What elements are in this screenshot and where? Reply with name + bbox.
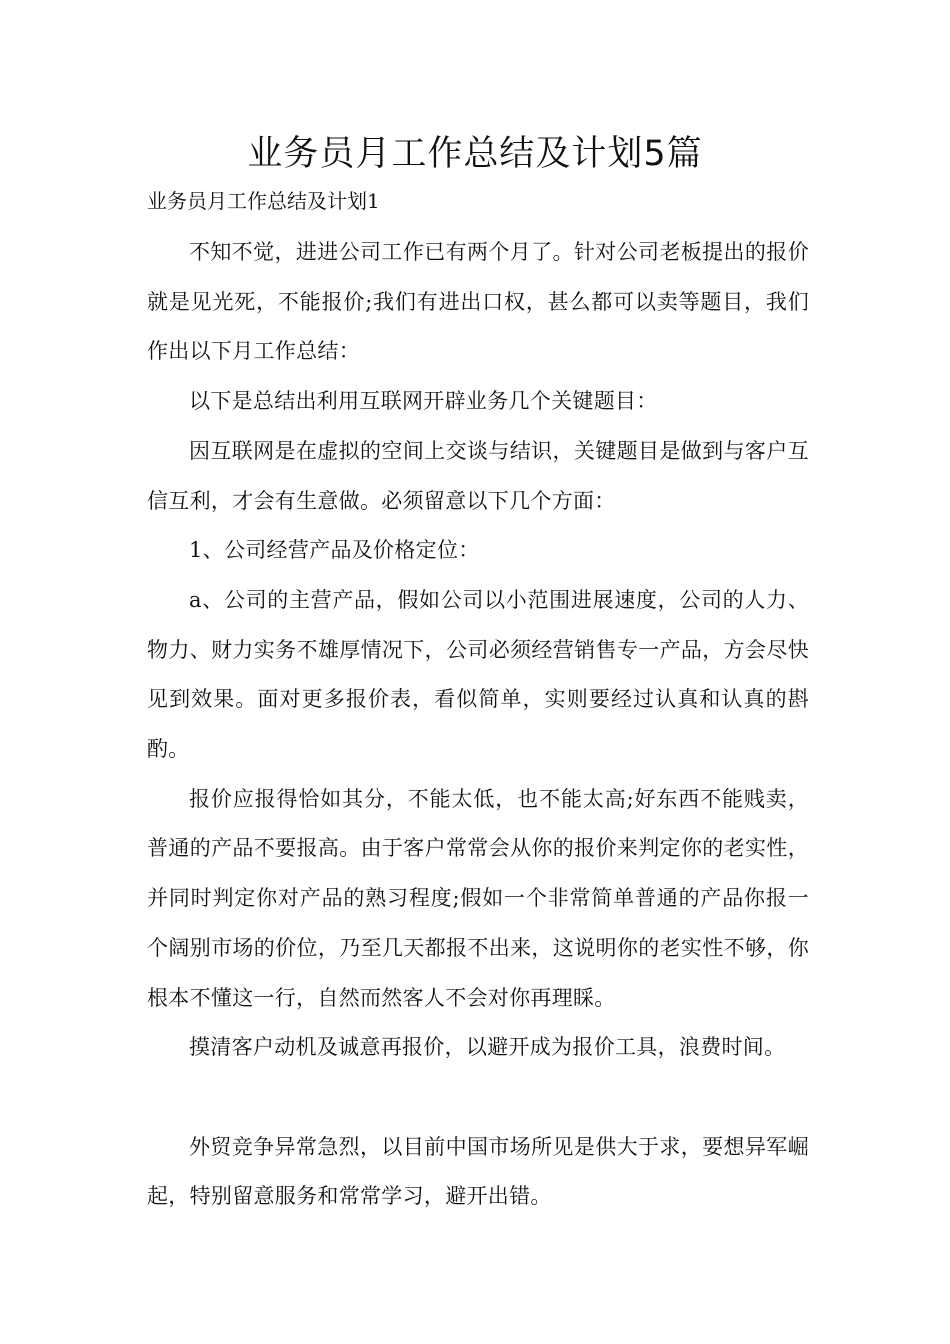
document-body: [147, 228, 809, 1222]
paragraph-section-1: 1、公司经营产品及价格定位：: [189, 538, 480, 563]
paragraph-main-product: a、公司的主营产品，假如公司以小范围进展速度，公司的人力、物力、财力实务不雄厚情况下，公司必须经营销售专一产品，方会尽快见到效果。面对更多报价表，看似简单，实则要经过认真和认真的斟酌。: [147, 587, 809, 762]
paragraph-trust: 因互联网是在虚拟的空间上交谈与结识，关键题目是做到与客户互信互利，才会有生意做。必须留意以下几个方面：: [147, 438, 809, 513]
document-title: 业务员月工作总结及计划5篇: [247, 134, 703, 174]
document-subtitle: 业务员月工作总结及计划1: [147, 189, 380, 213]
paragraph-gap: [147, 1073, 809, 1123]
paragraph-competition: 外贸竞争异常急烈，以目前中国市场所见是供大于求，要想异军崛起，特别留意服务和常常学习，避开出错。: [147, 1134, 809, 1209]
paragraph-client-motive: 摸清客户动机及诚意再报价，以避开成为报价工具，浪费时间。: [189, 1035, 786, 1060]
paragraph-summary-lead: 以下是总结出利用互联网开辟业务几个关键题目：: [189, 389, 658, 414]
paragraph-intro: 不知不觉，进进公司工作已有两个月了。针对公司老板提出的报价就是见光死，不能报价;我们有进出口权，甚么都可以卖等题目，我们作出以下月工作总结：: [147, 240, 809, 364]
paragraph-pricing: 报价应报得恰如其分，不能太低，也不能太高;好东西不能贱卖，普通的产品不要报高。由于客户常常会从你的报价来判定你的老实性，并同时判定你对产品的熟习程度;假如一个非常简单普通的产品你报一个阔别市场的价位，乃至几天都报不出来，这说明你的老实性不够，你根本不懂这一行，自然而然客人不会对你再理睬。: [147, 786, 809, 1010]
